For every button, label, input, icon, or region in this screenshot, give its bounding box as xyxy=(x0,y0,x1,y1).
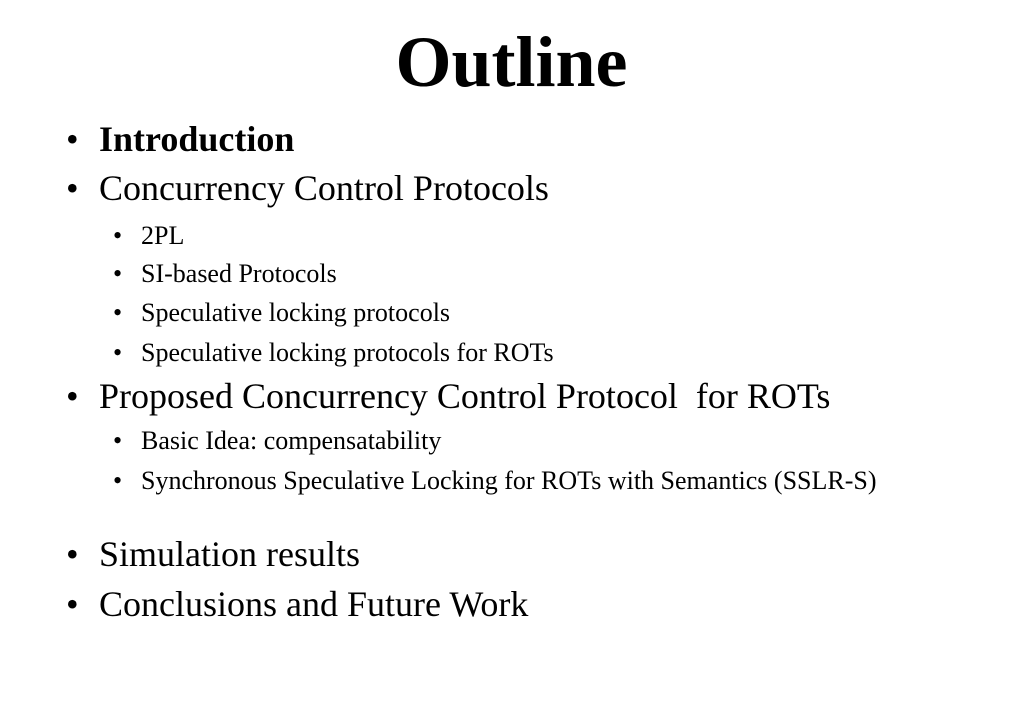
bullet-icon: • xyxy=(66,376,79,416)
outline-item-label: Introduction xyxy=(99,119,295,159)
outline-item-label: Conclusions and Future Work xyxy=(99,584,529,624)
outline-item-label: Concurrency Control Protocols xyxy=(99,168,549,208)
outline-subitem xyxy=(113,221,184,251)
bullet-icon: • xyxy=(113,426,123,455)
outline-subitem-label: Basic Idea: compensatability xyxy=(141,426,442,455)
bullet-icon: • xyxy=(113,466,123,495)
outline-subitem xyxy=(113,466,931,496)
bullet-icon: • xyxy=(113,338,123,367)
outline-subitem xyxy=(113,298,450,328)
bullet-icon: • xyxy=(113,298,123,327)
outline-subitem xyxy=(113,259,337,289)
slide-title: Outline xyxy=(395,22,628,102)
bullet-icon: • xyxy=(66,534,79,574)
bullet-icon: • xyxy=(113,259,123,288)
outline-item xyxy=(66,167,549,209)
bullet-icon: • xyxy=(66,584,79,624)
outline-subitem xyxy=(113,338,554,368)
outline-item-label: Simulation results xyxy=(99,534,360,574)
outline-subitem xyxy=(113,426,441,456)
bullet-icon: • xyxy=(66,168,79,208)
outline-item xyxy=(66,583,528,625)
outline-item-label: Proposed Concurrency Control Protocol for ROTs xyxy=(99,376,831,416)
bullet-icon: • xyxy=(66,119,79,159)
outline-subitem-label: Synchronous Speculative Locking for ROTs with Semantics (SSLR-S) xyxy=(141,466,877,495)
bullet-icon: • xyxy=(113,221,123,250)
outline-subitem-label: SI-based Protocols xyxy=(141,259,337,288)
outline-subitem-label: 2PL xyxy=(141,221,185,250)
outline-subitem-label: Speculative locking protocols for ROTs xyxy=(141,338,554,367)
outline-item xyxy=(66,533,360,575)
outline-subitem-label: Speculative locking protocols xyxy=(141,298,451,327)
outline-item xyxy=(66,118,294,160)
outline-item xyxy=(66,375,830,417)
